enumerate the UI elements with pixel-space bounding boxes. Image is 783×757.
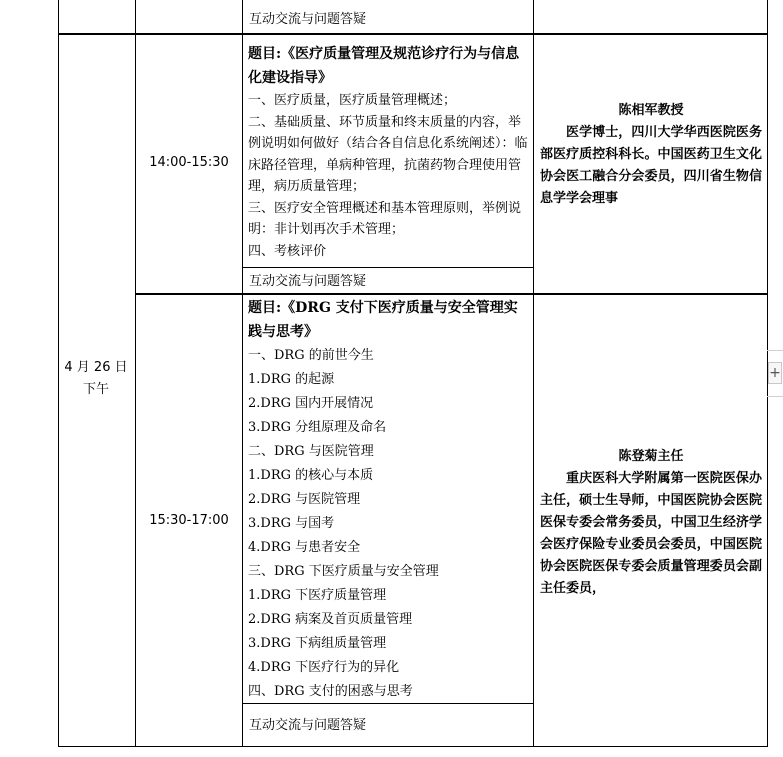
topic-line: 三、DRG 下医疗质量与安全管理	[248, 564, 439, 579]
topic-line: 四、DRG 支付的困惑与思考	[248, 684, 413, 699]
topic-line: 一、DRG 的前世今生	[248, 348, 374, 363]
table-border-bottom	[58, 746, 768, 747]
qa-cell-top: 互动交流与问题答疑	[249, 12, 367, 27]
topic-line: 二、基础质量、环节质量和终末质量的内容，举例说明如何做好（结合各自信息化系统阐述）：临床路径管理，单病种管理，抗菌药物合理使用管理，病历质量管理；	[248, 114, 528, 194]
topic-line: 2.DRG 与医院管理	[248, 492, 361, 507]
topic-session2	[248, 296, 530, 704]
qa-divider-session1	[242, 267, 534, 268]
topic-line: 1.DRG 的起源	[248, 372, 335, 387]
topic-line: 三、医疗安全管理概述和基本管理原则，举例说明：非计划再次手术管理；	[248, 200, 522, 237]
topic-line: 3.DRG 与国考	[248, 516, 335, 531]
column-divider-time	[242, 0, 243, 746]
speaker-name: 陈相军教授	[618, 103, 684, 118]
speaker-bio: 重庆医科大学附属第一医院医保办主任，硕士生导师，中国医院协会医院医保专委会常务委员，中国卫生经济学会医疗保险专业委员会委员，中国医院协会医院医保专委会质量管理委员会副主任委员，	[540, 471, 762, 596]
expand-button[interactable]: +	[768, 362, 782, 384]
speaker-session1	[540, 100, 762, 210]
topic-title-session2: 题目:《DRG 支付下医疗质量与安全管理实践与思考》	[248, 300, 518, 340]
topic-line: 4.DRG 与患者安全	[248, 540, 361, 555]
topic-line: 四、考核评价	[248, 243, 327, 259]
speaker-bio: 医学博士，四川大学华西医院医务部医疗质控科科长。中国医药卫生文化协会医工融合分会委员，四川省生物信息学学会理事	[540, 125, 762, 206]
speaker-name: 陈登菊主任	[618, 449, 684, 464]
qa-cell-session2: 互动交流与问题答疑	[249, 718, 367, 733]
topic-line: 2.DRG 病案及首页质量管理	[248, 612, 413, 627]
topic-line: 二、DRG 与医院管理	[248, 444, 374, 459]
column-divider-date	[135, 0, 136, 746]
time-cell-session2: 15:30-17:00	[149, 513, 229, 528]
speaker-session2	[540, 446, 762, 600]
table-border-left	[58, 0, 59, 746]
topic-session1	[248, 42, 530, 262]
date-cell-period: 下午	[82, 382, 109, 397]
topic-line: 1.DRG 的核心与本质	[248, 468, 374, 483]
scrollbar-edge-bottom	[767, 396, 783, 397]
topic-line: 3.DRG 分组原理及命名	[248, 420, 387, 435]
date-cell-day: 4 月 26 日	[64, 360, 128, 375]
row-divider-top	[58, 33, 768, 35]
qa-cell-session1: 互动交流与问题答疑	[249, 274, 367, 289]
topic-title-session1: 题目:《医疗质量管理及规范诊疗行为与信息化建设指导》	[248, 46, 520, 86]
topic-line: 2.DRG 国内开展情况	[248, 396, 374, 411]
time-cell-session1: 14:00-15:30	[149, 155, 229, 170]
topic-line: 一、医疗质量，医疗质量管理概述；	[248, 93, 457, 108]
row-divider-session	[135, 293, 768, 295]
topic-line: 4.DRG 下医疗行为的异化	[248, 660, 400, 675]
topic-line: 1.DRG 下医疗质量管理	[248, 588, 387, 603]
scrollbar-edge-top	[767, 350, 783, 351]
column-divider-topic	[533, 0, 534, 746]
topic-line: 3.DRG 下病组质量管理	[248, 636, 387, 651]
